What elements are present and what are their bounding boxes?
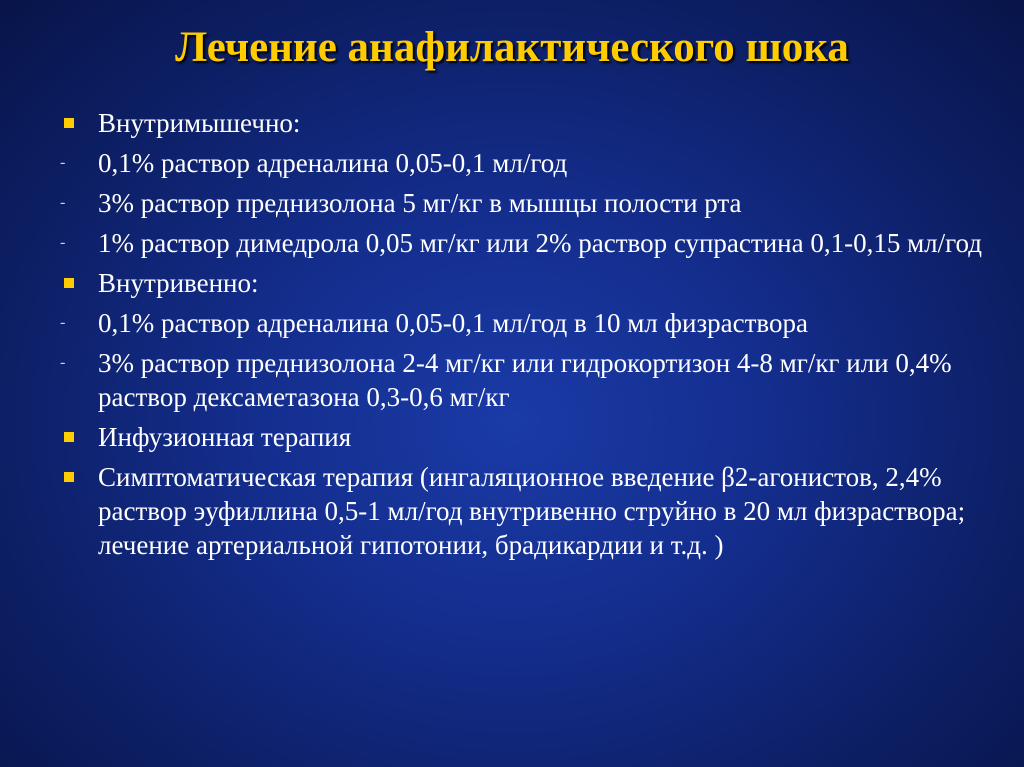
list-item <box>58 266 998 300</box>
list-item-text: Внутривенно: <box>98 268 259 298</box>
dash-bullet-icon: - <box>60 154 66 171</box>
content-list <box>58 106 998 568</box>
square-bullet-icon <box>64 432 74 442</box>
list-item <box>58 146 998 180</box>
list-item-text: 3% раствор преднизолона 2-4 мг/кг или гидрокортизон 4-8 мг/кг или 0,4% раствор дексаметазона 0,3-0,6 мг/кг <box>98 348 952 412</box>
square-bullet-icon <box>64 278 74 288</box>
slide-title: Лечение анафилактического шока <box>175 24 849 71</box>
list-item-text: Инфузионная терапия <box>98 422 352 452</box>
dash-bullet-icon: - <box>60 314 66 331</box>
list-item-text: 0,1% раствор адреналина 0,05-0,1 мл/год в 10 мл физраствора <box>98 308 808 338</box>
square-bullet-icon <box>64 472 74 482</box>
list-item-text: 3% раствор преднизолона 5 мг/кг в мышцы полости рта <box>98 188 742 218</box>
dash-bullet-icon: - <box>60 234 66 251</box>
list-item <box>58 306 998 340</box>
list-item <box>58 346 998 414</box>
list-item <box>58 420 998 454</box>
dash-bullet-icon: - <box>60 194 66 211</box>
list-item <box>58 186 998 220</box>
dash-bullet-icon: - <box>60 354 66 371</box>
square-bullet-icon <box>64 118 74 128</box>
list-item-text: Симптоматическая терапия (ингаляционное введение β2-агонистов, 2,4% раствор эуфиллина 0,5-1 мл/год внутривенно струйно в 20 мл физраствора; лечение артериальной гипотонии, брадикардии и т.д. ) <box>98 462 966 560</box>
list-item-text: 1% раствор димедрола 0,05 мг/кг или 2% раствор супрастина 0,1-0,15 мл/год <box>98 228 982 258</box>
list-item-text: 0,1% раствор адреналина 0,05-0,1 мл/год <box>98 148 568 178</box>
list-item <box>58 226 998 260</box>
list-item-text: Внутримышечно: <box>98 108 301 138</box>
list-item <box>58 460 998 562</box>
list-item <box>58 106 998 140</box>
